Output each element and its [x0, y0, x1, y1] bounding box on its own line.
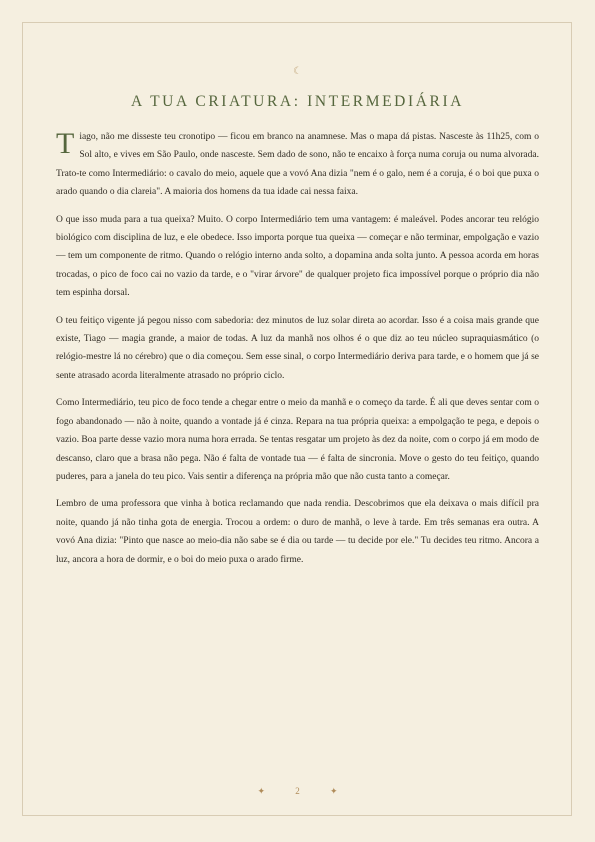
star-ornament-icon: ✦	[257, 786, 265, 796]
paragraph-1	[56, 128, 539, 202]
page-number: 2	[295, 786, 300, 796]
chapter-title: A TUA CRIATURA: INTERMEDIÁRIA	[130, 93, 465, 110]
body-text	[56, 128, 539, 578]
paragraph-1-text: iago, não me disseste teu cronotipo — ficou em branco na anamnese. Mas o mapa dá pistas. Nasceste às 11h25, com o Sol alto, e vives em São Paulo, onde nasceste. Sem dado de sono, não te encaixo à força numa coruja ou numa alvorada. Trato-te como Intermediário: o cavalo do meio, aquele que a vovó Ana dizia "nem é o galo, nem é a coruja, é o boi que puxa o arado quando o dia clareia". A maioria dos homens da tua idade cai nessa faixa.	[56, 132, 539, 198]
paragraph-5: Lembro de uma professora que vinha à botica reclamando que nada rendia. Descobrimos que ela deixava o mais difícil pra noite, quando já não tinha gota de energia. Trocou a ordem: o duro de manhã, o leve à tarde. Em três semanas era outra. A vovó Ana dizia: "Pinto que nasce ao meio-dia não sabe se é dia ou tarde — tu decide por ele." Tu decides teu ritmo. Ancora a luz, ancora a hora de dormir, e o boi do meio puxa o arado firme.	[56, 499, 539, 565]
drop-cap: T	[56, 127, 75, 160]
page-footer	[0, 786, 595, 797]
star-ornament-icon: ✦	[330, 786, 338, 796]
paragraph-3: O teu feitiço vigente já pegou nisso com sabedoria: dez minutos de luz solar direta ao acordar. Isso é a coisa mais grande que existe, Tiago — magia grande, a maior de todas. A luz da manhã nos olhos é o que diz ao teu núcleo supraquiasmático (o relógio-mestre lá no cérebro) que o dia começou. Sem esse sinal, o corpo Intermediário deriva para tarde, e o homem que já se sente atrasado acorda literalmente atrasado no próprio ciclo.	[56, 315, 539, 381]
crescent-moon-icon: ☾	[293, 66, 302, 77]
paragraph-4: Como Intermediário, teu pico de foco tende a chegar entre o meio da manhã e o começo da tarde. É ali que deves sentar com o fogo abandonado — não à noite, quando a vontade já é cinza. Repara na tua própria queixa: a empolgação te pega, e depois o vazio. Boa parte desse vazio mora numa hora errada. Se tentas resgatar um projeto às dez da noite, com o corpo já em modo de descanso, claro que a brasa não pega. Não é falta de vontade tua — é falta de sincronia. Move o gesto do teu feitiço, quando puderes, para a janela do teu pico. Vais sentir a diferença na própria mão que não custa tanto a começar.	[56, 398, 540, 482]
paragraph-2: O que isso muda para a tua queixa? Muito. O corpo Intermediário tem uma vantagem: é maleável. Podes ancorar teu relógio biológico com disciplina de luz, e ele obedece. Isso importa porque tua queixa — começar e não terminar, empolgação e vazio — tem um componente de ritmo. Quando o relógio interno anda solto, a dopamina anda solta junto. A pessoa acorda em horas trocadas, o pico de foco cai no vazio da tarde, e o "virar árvore" de qualquer projeto fica impossível porque o próprio dia não tem espinha dorsal.	[56, 214, 539, 299]
